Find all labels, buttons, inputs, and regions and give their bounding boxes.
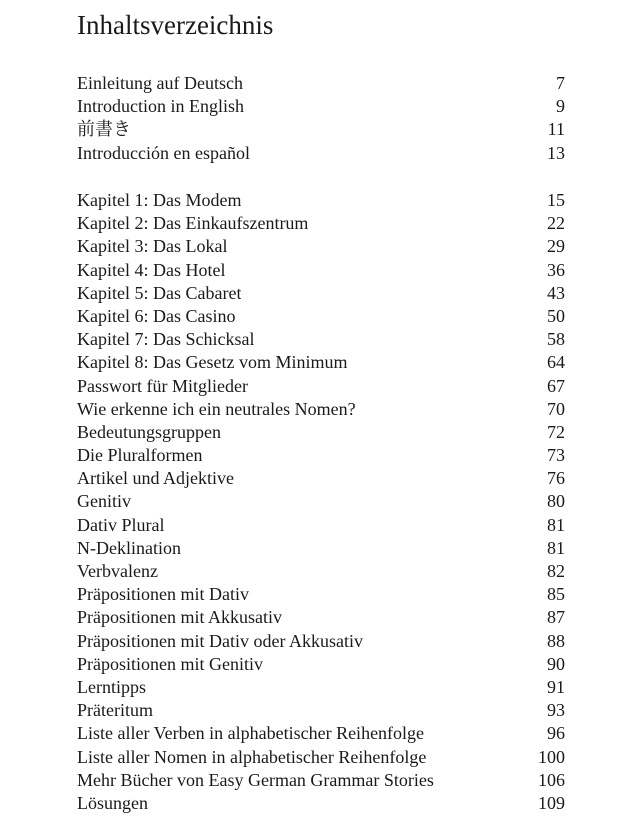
toc-entry-label: Kapitel 5: Das Cabaret bbox=[77, 282, 242, 303]
toc-entry[interactable] bbox=[77, 467, 565, 490]
toc-entry[interactable] bbox=[77, 676, 565, 699]
toc-entry[interactable] bbox=[77, 375, 565, 398]
toc-entry-label: Kapitel 4: Das Hotel bbox=[77, 259, 226, 280]
toc-entry-label: Lerntipps bbox=[77, 676, 146, 697]
toc-entry[interactable] bbox=[77, 792, 565, 815]
toc-entry-page: 100 bbox=[538, 746, 565, 767]
toc-entry-page: 109 bbox=[538, 792, 565, 813]
toc-entry-label: Präpositionen mit Dativ oder Akkusativ bbox=[77, 630, 363, 651]
toc-entry-label: Einleitung auf Deutsch bbox=[77, 73, 243, 93]
toc-entry-page: 87 bbox=[547, 607, 565, 628]
toc-entry-page: 85 bbox=[547, 584, 565, 605]
toc-entry-page: 73 bbox=[547, 445, 565, 466]
toc-entry[interactable] bbox=[77, 142, 565, 165]
toc-entry[interactable] bbox=[77, 583, 565, 606]
toc-entry-page: 36 bbox=[547, 259, 565, 280]
toc-entry-label: 前書き bbox=[77, 119, 131, 140]
toc-entry-page: 15 bbox=[547, 190, 565, 210]
toc-entry-label: Dativ Plural bbox=[77, 514, 165, 535]
toc-entry[interactable] bbox=[77, 444, 565, 467]
toc-entry[interactable] bbox=[77, 189, 565, 212]
toc-entry[interactable] bbox=[77, 699, 565, 722]
toc-intro-list bbox=[77, 72, 565, 165]
toc-entry-label: Kapitel 3: Das Lokal bbox=[77, 236, 228, 257]
toc-entry-page: 90 bbox=[547, 653, 565, 674]
toc-entry-page: 11 bbox=[547, 119, 565, 140]
toc-entry-label: Präpositionen mit Genitiv bbox=[77, 653, 263, 674]
toc-entry-label: Wie erkenne ich ein neutrales Nomen? bbox=[77, 398, 356, 419]
toc-entry[interactable] bbox=[77, 653, 565, 676]
toc-entry-label: Lösungen bbox=[77, 792, 148, 813]
toc-entry-label: Verbvalenz bbox=[77, 561, 158, 581]
toc-entry[interactable] bbox=[77, 514, 565, 537]
toc-entry-page: 67 bbox=[547, 375, 565, 396]
toc-entry-page: 82 bbox=[547, 561, 565, 581]
toc-entry-label: Präpositionen mit Akkusativ bbox=[77, 607, 282, 628]
toc-entry-label: Passwort für Mitglieder bbox=[77, 375, 248, 396]
toc-entry-label: Präpositionen mit Dativ bbox=[77, 584, 249, 605]
toc-entry-page: 70 bbox=[547, 398, 565, 419]
toc-entry[interactable] bbox=[77, 398, 565, 421]
toc-entry-label: Kapitel 1: Das Modem bbox=[77, 190, 242, 210]
toc-entry[interactable] bbox=[77, 537, 565, 560]
toc-entry-label: Die Pluralformen bbox=[77, 445, 203, 466]
toc-entry-label: Mehr Bücher von Easy German Grammar Stories bbox=[77, 769, 434, 790]
toc-entry-label: Präteritum bbox=[77, 700, 153, 721]
toc-entry[interactable] bbox=[77, 212, 565, 235]
toc-entry-page: 64 bbox=[547, 352, 565, 373]
toc-entry-page: 13 bbox=[547, 142, 565, 163]
toc-entry-page: 81 bbox=[547, 514, 565, 535]
toc-entry[interactable] bbox=[77, 722, 565, 745]
toc-entry-label: Liste aller Nomen in alphabetischer Reihenfolge bbox=[77, 746, 427, 767]
toc-entry-label: Bedeutungsgruppen bbox=[77, 421, 221, 442]
toc-entry[interactable] bbox=[77, 421, 565, 444]
toc-entry-page: 88 bbox=[547, 630, 565, 651]
toc-entry-label: Kapitel 2: Das Einkaufszentrum bbox=[77, 213, 309, 234]
toc-entry[interactable] bbox=[77, 606, 565, 629]
toc-entry[interactable] bbox=[77, 746, 565, 769]
toc-entry[interactable] bbox=[77, 351, 565, 374]
toc-entry[interactable] bbox=[77, 769, 565, 792]
toc-entry-page: 91 bbox=[547, 676, 565, 697]
toc-entry[interactable] bbox=[77, 72, 565, 95]
toc-entry[interactable] bbox=[77, 328, 565, 351]
toc-entry[interactable] bbox=[77, 95, 565, 118]
toc-entry-label: Introduction in English bbox=[77, 96, 244, 117]
toc-entry-label: Introducción en español bbox=[77, 142, 250, 163]
toc-entry-page: 81 bbox=[547, 537, 565, 558]
toc-entry-page: 50 bbox=[547, 305, 565, 326]
toc-entry-label: Artikel und Adjektive bbox=[77, 468, 234, 489]
toc-entry-label: Liste aller Verben in alphabetischer Reihenfolge bbox=[77, 723, 425, 744]
toc-entry-page: 7 bbox=[556, 73, 565, 93]
toc-entry-page: 9 bbox=[556, 96, 565, 117]
toc-entry-page: 96 bbox=[547, 723, 565, 744]
toc-entry-label: Kapitel 6: Das Casino bbox=[77, 305, 236, 326]
toc-entry[interactable] bbox=[77, 282, 565, 305]
toc-entry-page: 106 bbox=[538, 769, 565, 790]
toc-entry-label: N-Deklination bbox=[77, 537, 181, 558]
toc-entry[interactable] bbox=[77, 259, 565, 282]
toc-entry-label: Kapitel 7: Das Schicksal bbox=[77, 329, 255, 350]
toc-entry[interactable] bbox=[77, 630, 565, 653]
toc-entry-label: Kapitel 8: Das Gesetz vom Minimum bbox=[77, 352, 348, 373]
toc-entry[interactable] bbox=[77, 490, 565, 513]
toc-entry-label: Genitiv bbox=[77, 491, 131, 512]
toc-entry[interactable] bbox=[77, 235, 565, 258]
toc-entry-page: 22 bbox=[547, 213, 565, 234]
toc-entry-page: 80 bbox=[547, 491, 565, 512]
toc-entry-page: 29 bbox=[547, 236, 565, 257]
toc-entry-page: 93 bbox=[547, 700, 565, 721]
page-title: Inhaltsverzeichnis bbox=[77, 10, 274, 40]
toc-entry[interactable] bbox=[77, 305, 565, 328]
toc-entry-page: 58 bbox=[547, 329, 565, 350]
toc-entry-page: 43 bbox=[547, 282, 565, 303]
toc-main-list bbox=[77, 189, 565, 815]
toc-entry-page: 76 bbox=[547, 468, 565, 489]
toc-entry[interactable] bbox=[77, 560, 565, 583]
toc-entry-page: 72 bbox=[547, 421, 565, 442]
toc-entry[interactable] bbox=[77, 118, 565, 141]
